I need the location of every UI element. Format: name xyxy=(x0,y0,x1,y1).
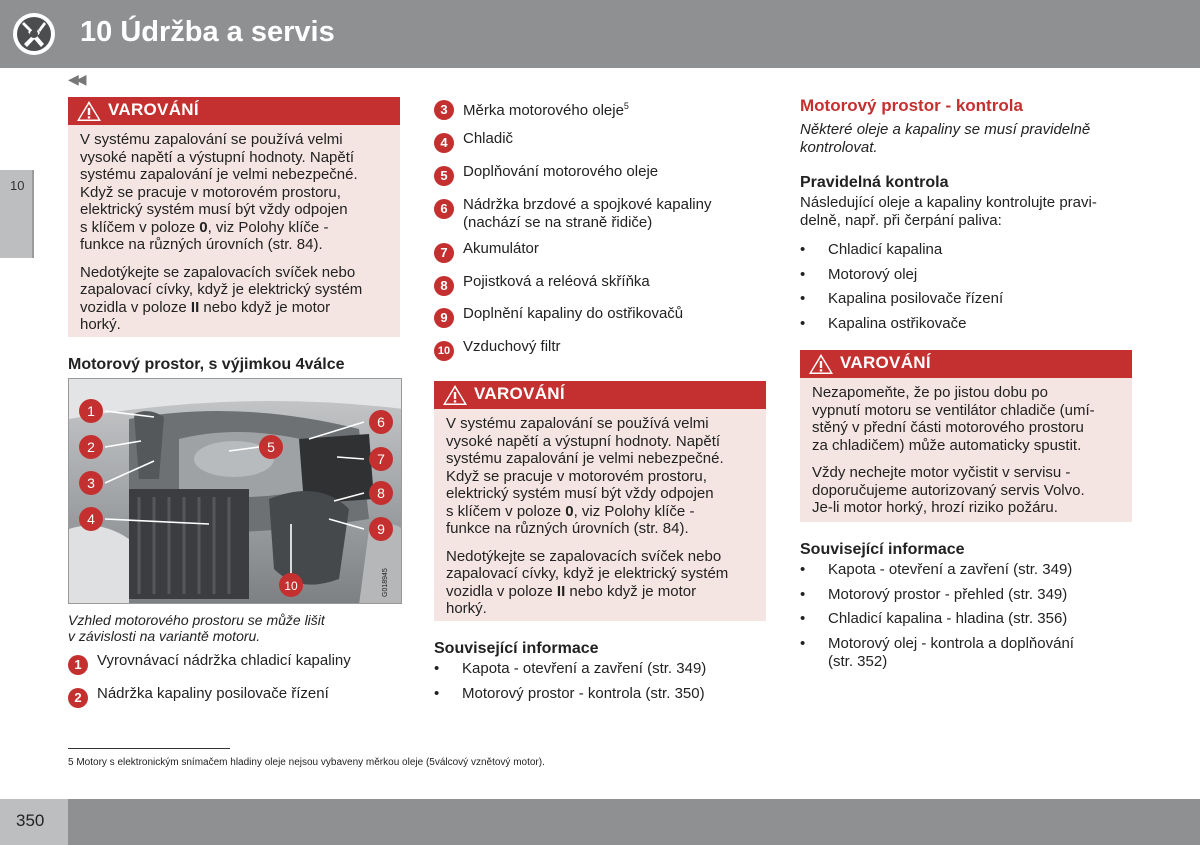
warning-triangle-icon xyxy=(808,353,834,375)
related-link[interactable]: • Motorový prostor - přehled (str. 349) xyxy=(800,586,1074,604)
section-title: Motorový prostor - kontrola xyxy=(800,96,1023,115)
chapter-icon-box xyxy=(0,0,68,68)
svg-text:7: 7 xyxy=(377,451,385,467)
svg-text:10: 10 xyxy=(284,579,298,593)
sub-heading: Pravidelná kontrola xyxy=(800,174,949,191)
warning-text: Nezapomeňte, že po jistou dobu po vypnutí motoru se ventilátor chladiče (umí- stěný v přední části motorového prostoru za chladičem) může automaticky spustit. Vždy nechejte motor vyčistit v servisu - doporučujeme autorizovaný servis Volvo. Je-li motor horký, hrozí riziko požáru. xyxy=(812,384,1095,516)
related-link[interactable]: • Chladicí kapalina - hladina (str. 356) xyxy=(800,610,1074,628)
list-item: • Chladicí kapalina xyxy=(800,241,1003,259)
warning-header xyxy=(68,97,400,125)
image-code: G018945 xyxy=(382,568,389,597)
warning-title: VAROVÁNÍ xyxy=(108,100,199,119)
svg-text:3: 3 xyxy=(87,475,95,491)
related-links xyxy=(434,660,706,703)
engine-compartment-image xyxy=(68,378,402,604)
related-info-heading: Související informace xyxy=(800,541,965,558)
warning-triangle-icon xyxy=(76,100,102,122)
svg-text:8: 8 xyxy=(377,485,385,501)
page-number: 350 xyxy=(16,811,45,830)
related-links xyxy=(800,561,1074,671)
svg-text:9: 9 xyxy=(377,521,385,537)
svg-text:2: 2 xyxy=(87,439,95,455)
related-link[interactable]: • Motorový olej - kontrola a doplňování (str. 352) xyxy=(800,635,1074,671)
warning-title: VAROVÁNÍ xyxy=(474,384,565,403)
footnote: 5 Motory s elektronickým snímačem hladiny oleje nejsou vybaveny měrkou oleje (5válcový vznětový motor). xyxy=(68,757,545,768)
warning-triangle-icon xyxy=(442,384,468,406)
sub-text: Následující oleje a kapaliny kontrolujte pravi- delně, např. při čerpání paliva: xyxy=(800,194,1097,229)
intro-text: Některé oleje a kapaliny se musí pravidelně kontrolovat. xyxy=(800,121,1091,156)
chapter-tab[interactable] xyxy=(0,170,34,258)
warning-title: VAROVÁNÍ xyxy=(840,353,931,372)
warning-box xyxy=(434,381,766,621)
page-footer xyxy=(0,799,1200,845)
svg-text:6: 6 xyxy=(377,414,385,430)
page-title: 10 Údržba a servis xyxy=(80,16,335,48)
section-heading: Motorový prostor, s výjimkou 4válce xyxy=(68,356,345,373)
footnote-divider xyxy=(68,748,230,749)
list-item: • Kapalina posilovače řízení xyxy=(800,290,1003,308)
related-info-heading: Související informace xyxy=(434,640,599,657)
check-list xyxy=(800,241,1003,333)
warning-box xyxy=(68,97,400,337)
image-caption: Vzhled motorového prostoru se může lišit v závislosti na variantě motoru. xyxy=(68,612,325,644)
list-item: • Kapalina ostřikovače xyxy=(800,315,1003,333)
list-item: • Motorový olej xyxy=(800,266,1003,284)
related-link[interactable]: • Motorový prostor - kontrola (str. 350) xyxy=(434,685,706,703)
svg-text:5: 5 xyxy=(267,439,275,455)
related-link[interactable]: • Kapota - otevření a zavření (str. 349) xyxy=(800,561,1074,579)
warning-text: V systému zapalování se používá velmi vysoké napětí a výstupní hodnoty. Napětí systému zapalování je velmi nebezpečné. Když se pracuje v motorovém prostoru, elektrický systém musí být vždy odpojen s klíčem v poloze 0, viz Polohy klíče - funkce na různých úrovních (str. 84). Nedotýkejte se zapalovacích svíček nebo zapalovací cívky, když je elektrický systém vozidla v poloze II nebo když je motor horký. xyxy=(446,415,729,617)
warning-text: V systému zapalování se používá velmi vysoké napětí a výstupní hodnoty. Napětí systému zapalování je velmi nebezpečné. Když se pracuje v motorovém prostoru, elektrický systém musí být vždy odpojen s klíčem v poloze 0, viz Polohy klíče - funkce na různých úrovních (str. 84). Nedotýkejte se zapalovacích svíček nebo zapalovací cívky, když je elektrický systém vozidla v poloze II nebo když je motor horký. xyxy=(80,131,363,333)
warning-header xyxy=(434,381,766,409)
related-link[interactable]: • Kapota - otevření a zavření (str. 349) xyxy=(434,660,706,678)
svg-text:1: 1 xyxy=(87,403,95,419)
warning-box xyxy=(800,350,1132,522)
wrench-gear-icon xyxy=(0,0,68,68)
chapter-tab-label: 10 xyxy=(10,178,25,193)
warning-header xyxy=(800,350,1132,378)
svg-text:4: 4 xyxy=(87,511,95,527)
previous-page-icon[interactable]: ◀◀ xyxy=(68,71,84,87)
